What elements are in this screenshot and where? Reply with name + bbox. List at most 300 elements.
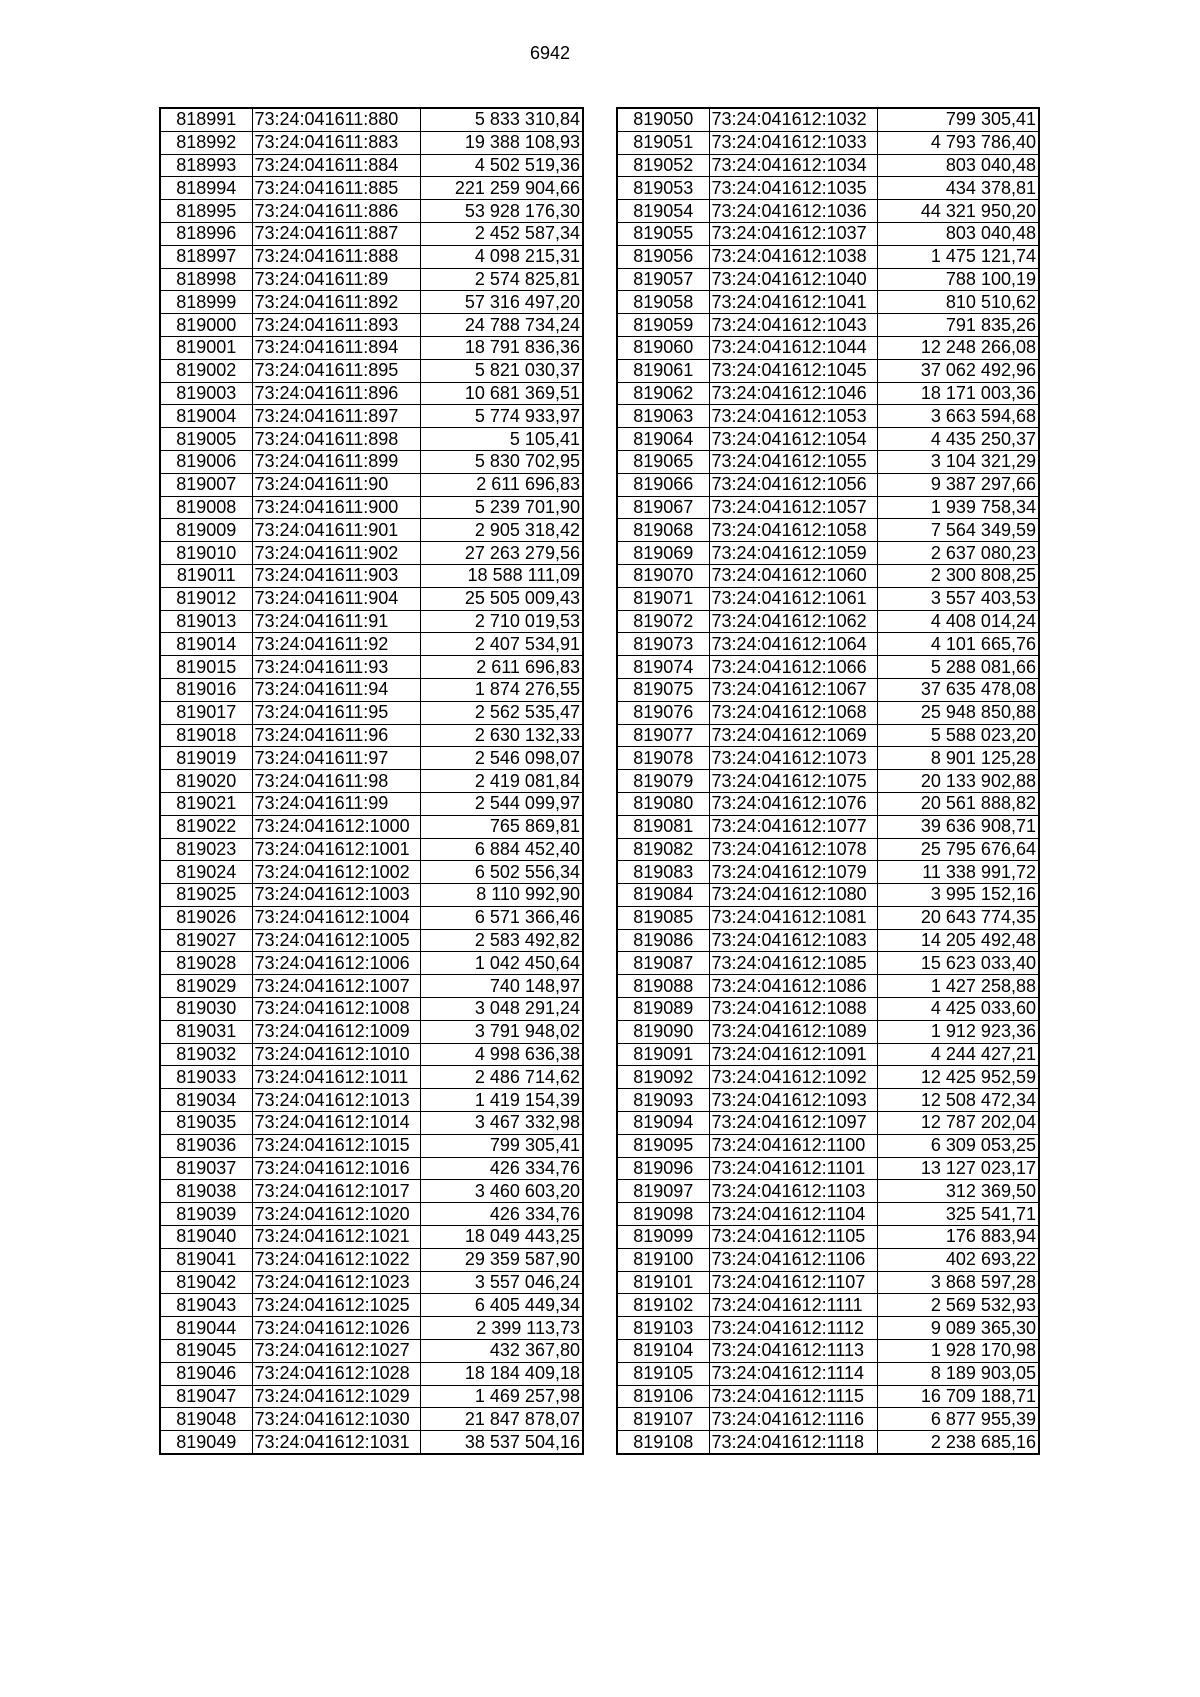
cadastral-value: 2 562 535,47 [420, 701, 583, 724]
table-row [160, 1226, 583, 1249]
cadastral-value: 788 100,19 [877, 268, 1039, 291]
record-number: 819098 [617, 1203, 709, 1226]
cadastral-number: 73:24:041612:1075 [709, 770, 877, 793]
record-number: 819078 [617, 747, 709, 770]
cadastral-number: 73:24:041612:1010 [252, 1043, 420, 1066]
table-row [160, 359, 583, 382]
record-number: 819043 [160, 1294, 252, 1317]
cadastral-value: 5 288 081,66 [877, 656, 1039, 679]
cadastral-value: 3 557 403,53 [877, 587, 1039, 610]
cadastral-value: 799 305,41 [877, 108, 1039, 131]
cadastral-value: 1 939 758,34 [877, 496, 1039, 519]
table-row [617, 428, 1039, 451]
cadastral-number: 73:24:041612:1045 [709, 359, 877, 382]
table-row [160, 1385, 583, 1408]
record-number: 819016 [160, 678, 252, 701]
table-row [160, 975, 583, 998]
cadastral-number: 73:24:041612:1115 [709, 1385, 877, 1408]
cadastral-number: 73:24:041611:896 [252, 382, 420, 405]
cadastral-value: 12 248 266,08 [877, 336, 1039, 359]
cadastral-number: 73:24:041612:1014 [252, 1112, 420, 1135]
cadastral-value: 44 321 950,20 [877, 200, 1039, 223]
record-number: 819077 [617, 724, 709, 747]
cadastral-value: 2 238 685,16 [877, 1431, 1039, 1454]
table-row [160, 906, 583, 929]
cadastral-table-right [616, 107, 1040, 1455]
record-number: 819103 [617, 1317, 709, 1340]
cadastral-value: 37 635 478,08 [877, 678, 1039, 701]
cadastral-number: 73:24:041611:897 [252, 405, 420, 428]
record-number: 819006 [160, 450, 252, 473]
cadastral-number: 73:24:041611:903 [252, 564, 420, 587]
record-number: 819093 [617, 1089, 709, 1112]
cadastral-number: 73:24:041612:1080 [709, 884, 877, 907]
cadastral-number: 73:24:041612:1004 [252, 906, 420, 929]
table-row [617, 336, 1039, 359]
table-row [617, 450, 1039, 473]
cadastral-number: 73:24:041611:883 [252, 131, 420, 154]
table-row [617, 200, 1039, 223]
record-number: 819023 [160, 838, 252, 861]
record-number: 818992 [160, 131, 252, 154]
record-number: 819010 [160, 542, 252, 565]
record-number: 819074 [617, 656, 709, 679]
cadastral-number: 73:24:041612:1114 [709, 1362, 877, 1385]
record-number: 819053 [617, 177, 709, 200]
cadastral-value: 8 110 992,90 [420, 884, 583, 907]
cadastral-number: 73:24:041612:1058 [709, 519, 877, 542]
record-number: 819057 [617, 268, 709, 291]
record-number: 819012 [160, 587, 252, 610]
cadastral-number: 73:24:041612:1064 [709, 633, 877, 656]
cadastral-value: 4 793 786,40 [877, 131, 1039, 154]
record-number: 819070 [617, 564, 709, 587]
cadastral-number: 73:24:041612:1008 [252, 998, 420, 1021]
cadastral-number: 73:24:041611:894 [252, 336, 420, 359]
record-number: 818995 [160, 200, 252, 223]
table-row [160, 678, 583, 701]
page-number: 6942 [529, 43, 571, 63]
cadastral-number: 73:24:041612:1093 [709, 1089, 877, 1112]
table-row [617, 1248, 1039, 1271]
record-number: 819038 [160, 1180, 252, 1203]
cadastral-number: 73:24:041612:1007 [252, 975, 420, 998]
cadastral-value: 810 510,62 [877, 291, 1039, 314]
table-row [617, 587, 1039, 610]
cadastral-value: 12 508 472,34 [877, 1089, 1039, 1112]
cadastral-value: 16 709 188,71 [877, 1385, 1039, 1408]
table-row [160, 405, 583, 428]
table-row [617, 1180, 1039, 1203]
record-number: 819065 [617, 450, 709, 473]
cadastral-number: 73:24:041611:900 [252, 496, 420, 519]
cadastral-number: 73:24:041612:1111 [709, 1294, 877, 1317]
cadastral-value: 12 787 202,04 [877, 1112, 1039, 1135]
cadastral-value: 57 316 497,20 [420, 291, 583, 314]
cadastral-value: 1 427 258,88 [877, 975, 1039, 998]
table-row [160, 724, 583, 747]
table-row [160, 747, 583, 770]
cadastral-value: 9 089 365,30 [877, 1317, 1039, 1340]
record-number: 819018 [160, 724, 252, 747]
cadastral-number: 73:24:041612:1118 [709, 1431, 877, 1454]
cadastral-number: 73:24:041612:1059 [709, 542, 877, 565]
cadastral-number: 73:24:041612:1067 [709, 678, 877, 701]
table-row [160, 314, 583, 337]
cadastral-value: 39 636 908,71 [877, 815, 1039, 838]
table-row [617, 1134, 1039, 1157]
table-row [160, 1340, 583, 1363]
cadastral-number: 73:24:041612:1073 [709, 747, 877, 770]
table-row [160, 496, 583, 519]
cadastral-value: 18 184 409,18 [420, 1362, 583, 1385]
cadastral-number: 73:24:041611:887 [252, 222, 420, 245]
record-number: 819041 [160, 1248, 252, 1271]
table-row [617, 473, 1039, 496]
table-row [617, 245, 1039, 268]
table-row [160, 610, 583, 633]
cadastral-value: 2 300 808,25 [877, 564, 1039, 587]
cadastral-value: 402 693,22 [877, 1248, 1039, 1271]
cadastral-number: 73:24:041612:1088 [709, 998, 877, 1021]
cadastral-number: 73:24:041612:1061 [709, 587, 877, 610]
cadastral-value: 25 948 850,88 [877, 701, 1039, 724]
table-row [160, 1408, 583, 1431]
table-row [617, 405, 1039, 428]
record-number: 818997 [160, 245, 252, 268]
cadastral-value: 791 835,26 [877, 314, 1039, 337]
record-number: 819071 [617, 587, 709, 610]
cadastral-value: 221 259 904,66 [420, 177, 583, 200]
cadastral-value: 4 425 033,60 [877, 998, 1039, 1021]
cadastral-value: 2 611 696,83 [420, 473, 583, 496]
cadastral-value: 426 334,76 [420, 1157, 583, 1180]
cadastral-value: 426 334,76 [420, 1203, 583, 1226]
record-number: 819072 [617, 610, 709, 633]
table-row [617, 291, 1039, 314]
record-number: 819052 [617, 154, 709, 177]
table-row [617, 770, 1039, 793]
cadastral-value: 3 557 046,24 [420, 1271, 583, 1294]
table-row [617, 1294, 1039, 1317]
cadastral-value: 5 821 030,37 [420, 359, 583, 382]
table-row [160, 1248, 583, 1271]
cadastral-number: 73:24:041611:96 [252, 724, 420, 747]
cadastral-number: 73:24:041612:1002 [252, 861, 420, 884]
record-number: 819067 [617, 496, 709, 519]
cadastral-value: 740 148,97 [420, 975, 583, 998]
cadastral-number: 73:24:041612:1005 [252, 929, 420, 952]
table-row [160, 884, 583, 907]
record-number: 819049 [160, 1431, 252, 1454]
cadastral-number: 73:24:041612:1081 [709, 906, 877, 929]
record-number: 819069 [617, 542, 709, 565]
table-row [160, 1180, 583, 1203]
record-number: 819017 [160, 701, 252, 724]
table-row [160, 222, 583, 245]
table-row [617, 564, 1039, 587]
cadastral-number: 73:24:041612:1043 [709, 314, 877, 337]
table-row [617, 1271, 1039, 1294]
cadastral-value: 15 623 033,40 [877, 952, 1039, 975]
cadastral-value: 14 205 492,48 [877, 929, 1039, 952]
cadastral-value: 5 105,41 [420, 428, 583, 451]
table-row [617, 382, 1039, 405]
cadastral-value: 21 847 878,07 [420, 1408, 583, 1431]
cadastral-number: 73:24:041612:1035 [709, 177, 877, 200]
cadastral-value: 6 884 452,40 [420, 838, 583, 861]
cadastral-number: 73:24:041612:1103 [709, 1180, 877, 1203]
record-number: 819068 [617, 519, 709, 542]
cadastral-value: 2 452 587,34 [420, 222, 583, 245]
record-number: 819027 [160, 929, 252, 952]
cadastral-number: 73:24:041611:97 [252, 747, 420, 770]
cadastral-value: 312 369,50 [877, 1180, 1039, 1203]
cadastral-value: 5 588 023,20 [877, 724, 1039, 747]
cadastral-value: 6 502 556,34 [420, 861, 583, 884]
record-number: 819046 [160, 1362, 252, 1385]
record-number: 819097 [617, 1180, 709, 1203]
cadastral-value: 4 502 519,36 [420, 154, 583, 177]
record-number: 819029 [160, 975, 252, 998]
cadastral-number: 73:24:041612:1028 [252, 1362, 420, 1385]
record-number: 819105 [617, 1362, 709, 1385]
table-row [617, 678, 1039, 701]
cadastral-number: 73:24:041611:899 [252, 450, 420, 473]
table-row [617, 929, 1039, 952]
cadastral-value: 2 569 532,93 [877, 1294, 1039, 1317]
cadastral-number: 73:24:041612:1030 [252, 1408, 420, 1431]
record-number: 819000 [160, 314, 252, 337]
cadastral-number: 73:24:041612:1038 [709, 245, 877, 268]
record-number: 819050 [617, 108, 709, 131]
table-row [160, 861, 583, 884]
record-number: 819044 [160, 1317, 252, 1340]
record-number: 819063 [617, 405, 709, 428]
cadastral-value: 12 425 952,59 [877, 1066, 1039, 1089]
table-row [160, 770, 583, 793]
cadastral-number: 73:24:041612:1015 [252, 1134, 420, 1157]
cadastral-value: 799 305,41 [420, 1134, 583, 1157]
cadastral-number: 73:24:041612:1056 [709, 473, 877, 496]
record-number: 819094 [617, 1112, 709, 1135]
cadastral-value: 432 367,80 [420, 1340, 583, 1363]
cadastral-value: 5 239 701,90 [420, 496, 583, 519]
cadastral-value: 5 833 310,84 [420, 108, 583, 131]
cadastral-number: 73:24:041612:1101 [709, 1157, 877, 1180]
table-row [617, 314, 1039, 337]
cadastral-value: 10 681 369,51 [420, 382, 583, 405]
record-number: 819083 [617, 861, 709, 884]
record-number: 819073 [617, 633, 709, 656]
cadastral-number: 73:24:041612:1023 [252, 1271, 420, 1294]
cadastral-number: 73:24:041612:1029 [252, 1385, 420, 1408]
record-number: 819080 [617, 792, 709, 815]
table-row [160, 108, 583, 131]
cadastral-number: 73:24:041612:1025 [252, 1294, 420, 1317]
cadastral-number: 73:24:041612:1077 [709, 815, 877, 838]
record-number: 819085 [617, 906, 709, 929]
table-row [617, 496, 1039, 519]
record-number: 819024 [160, 861, 252, 884]
record-number: 819079 [617, 770, 709, 793]
cadastral-number: 73:24:041611:93 [252, 656, 420, 679]
table-row [617, 1157, 1039, 1180]
cadastral-value: 38 537 504,16 [420, 1431, 583, 1454]
cadastral-value: 18 588 111,09 [420, 564, 583, 587]
cadastral-value: 4 408 014,24 [877, 610, 1039, 633]
table-row [617, 1317, 1039, 1340]
table-row [617, 542, 1039, 565]
table-row [617, 108, 1039, 131]
cadastral-number: 73:24:041612:1032 [709, 108, 877, 131]
table-row [160, 428, 583, 451]
cadastral-value: 803 040,48 [877, 154, 1039, 177]
table-row [617, 154, 1039, 177]
cadastral-number: 73:24:041611:893 [252, 314, 420, 337]
table-row [617, 906, 1039, 929]
record-number: 819032 [160, 1043, 252, 1066]
record-number: 819005 [160, 428, 252, 451]
record-number: 819088 [617, 975, 709, 998]
cadastral-number: 73:24:041612:1036 [709, 200, 877, 223]
cadastral-value: 4 435 250,37 [877, 428, 1039, 451]
record-number: 818999 [160, 291, 252, 314]
cadastral-number: 73:24:041611:92 [252, 633, 420, 656]
cadastral-number: 73:24:041612:1062 [709, 610, 877, 633]
cadastral-value: 3 663 594,68 [877, 405, 1039, 428]
table-row [160, 815, 583, 838]
record-number: 819026 [160, 906, 252, 929]
record-number: 819025 [160, 884, 252, 907]
table-row [617, 268, 1039, 291]
record-number: 819011 [160, 564, 252, 587]
table-row [160, 564, 583, 587]
cadastral-number: 73:24:041612:1105 [709, 1226, 877, 1249]
record-number: 819106 [617, 1385, 709, 1408]
cadastral-value: 3 460 603,20 [420, 1180, 583, 1203]
record-number: 819047 [160, 1385, 252, 1408]
cadastral-number: 73:24:041612:1034 [709, 154, 877, 177]
record-number: 819048 [160, 1408, 252, 1431]
table-row [617, 519, 1039, 542]
cadastral-value: 25 795 676,64 [877, 838, 1039, 861]
table-row [160, 998, 583, 1021]
cadastral-number: 73:24:041612:1011 [252, 1066, 420, 1089]
cadastral-number: 73:24:041612:1017 [252, 1180, 420, 1203]
table-row [160, 1043, 583, 1066]
cadastral-number: 73:24:041611:880 [252, 108, 420, 131]
table-row [617, 1408, 1039, 1431]
table-row [160, 131, 583, 154]
cadastral-value: 1 928 170,98 [877, 1340, 1039, 1363]
cadastral-value: 2 574 825,81 [420, 268, 583, 291]
table-row [160, 1317, 583, 1340]
table-row [617, 1340, 1039, 1363]
record-number: 819104 [617, 1340, 709, 1363]
cadastral-value: 2 546 098,07 [420, 747, 583, 770]
record-number: 818996 [160, 222, 252, 245]
cadastral-number: 73:24:041612:1076 [709, 792, 877, 815]
table-row [617, 359, 1039, 382]
cadastral-number: 73:24:041612:1113 [709, 1340, 877, 1363]
record-number: 819040 [160, 1226, 252, 1249]
record-number: 819059 [617, 314, 709, 337]
cadastral-number: 73:24:041612:1016 [252, 1157, 420, 1180]
cadastral-number: 73:24:041612:1041 [709, 291, 877, 314]
record-number: 819034 [160, 1089, 252, 1112]
record-number: 819075 [617, 678, 709, 701]
cadastral-value: 37 062 492,96 [877, 359, 1039, 382]
table-row [617, 952, 1039, 975]
cadastral-value: 18 171 003,36 [877, 382, 1039, 405]
cadastral-number: 73:24:041612:1053 [709, 405, 877, 428]
cadastral-value: 20 133 902,88 [877, 770, 1039, 793]
cadastral-number: 73:24:041612:1116 [709, 1408, 877, 1431]
record-number: 819054 [617, 200, 709, 223]
table-row [617, 1362, 1039, 1385]
record-number: 819001 [160, 336, 252, 359]
cadastral-value: 2 419 081,84 [420, 770, 583, 793]
cadastral-value: 9 387 297,66 [877, 473, 1039, 496]
record-number: 819013 [160, 610, 252, 633]
cadastral-value: 1 874 276,55 [420, 678, 583, 701]
cadastral-number: 73:24:041611:91 [252, 610, 420, 633]
record-number: 819058 [617, 291, 709, 314]
cadastral-value: 18 791 836,36 [420, 336, 583, 359]
record-number: 818994 [160, 177, 252, 200]
cadastral-number: 73:24:041612:1013 [252, 1089, 420, 1112]
cadastral-number: 73:24:041612:1021 [252, 1226, 420, 1249]
table-row [617, 792, 1039, 815]
cadastral-value: 2 905 318,42 [420, 519, 583, 542]
cadastral-value: 19 388 108,93 [420, 131, 583, 154]
cadastral-table-left [159, 107, 584, 1455]
cadastral-number: 73:24:041611:888 [252, 245, 420, 268]
cadastral-number: 73:24:041612:1031 [252, 1431, 420, 1454]
cadastral-number: 73:24:041611:895 [252, 359, 420, 382]
table-row [160, 701, 583, 724]
cadastral-value: 11 338 991,72 [877, 861, 1039, 884]
cadastral-number: 73:24:041612:1066 [709, 656, 877, 679]
record-number: 819062 [617, 382, 709, 405]
table-row [617, 838, 1039, 861]
cadastral-number: 73:24:041612:1027 [252, 1340, 420, 1363]
table-row [160, 1271, 583, 1294]
cadastral-value: 3 791 948,02 [420, 1020, 583, 1043]
table-row [160, 245, 583, 268]
record-number: 819045 [160, 1340, 252, 1363]
table-row [160, 587, 583, 610]
cadastral-number: 73:24:041612:1037 [709, 222, 877, 245]
table-row [617, 610, 1039, 633]
table-row [617, 1385, 1039, 1408]
table-row [160, 519, 583, 542]
record-number: 819100 [617, 1248, 709, 1271]
cadastral-value: 5 774 933,97 [420, 405, 583, 428]
table-row [617, 1203, 1039, 1226]
cadastral-value: 2 710 019,53 [420, 610, 583, 633]
cadastral-value: 2 637 080,23 [877, 542, 1039, 565]
cadastral-number: 73:24:041612:1083 [709, 929, 877, 952]
table-row [160, 1112, 583, 1135]
cadastral-value: 6 571 366,46 [420, 906, 583, 929]
table-row [160, 1134, 583, 1157]
record-number: 819031 [160, 1020, 252, 1043]
table-row [160, 200, 583, 223]
table-row [617, 222, 1039, 245]
record-number: 819039 [160, 1203, 252, 1226]
